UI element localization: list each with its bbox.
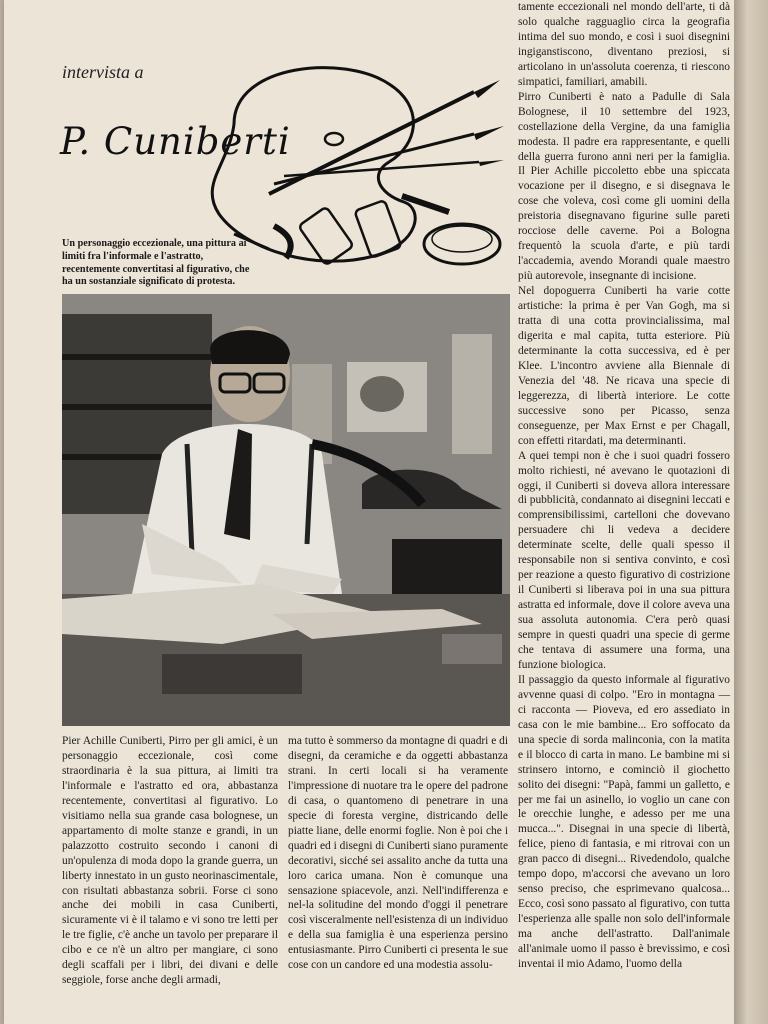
magazine-page — [4, 0, 734, 1024]
article-title: P. Cuniberti — [60, 120, 291, 163]
body-column-2: ma tutto è sommerso da montagne di quadri e di disegni, da ceramiche e da oggetti abbastanza strani. In certi locali si ha veramente l'impressione di nuotare tra le opere del padrone di casa, o quantomeno di penetrare in una specie di foresta vergine, districando delle piatte liane, delle enormi foglie. Non è poi che i quadri ed i disegni di Cuniberti siano puramente decorativi, sicché sei assalito anche da tutta una loro carica umana. Non è comunque una sensazione spiacevole, anzi. Nell'indifferenza e nel-la solitudine del mondo d'oggi il penetrare così visceralmente nell'esistenza di un individuo e della sua famiglia è una esperienza persino entusiasmante. Pirro Cuniberti ci presenta le sue cose con un candore ed una modestia assolu- — [288, 735, 508, 972]
article-caption: Un personaggio eccezionale, una pittura ai limiti fra l'informale e l'astratto, recentemente convertitasi al figurativo, che ha un sostanziale significato di protesta. — [62, 238, 250, 288]
article-kicker: intervista a — [62, 62, 144, 82]
portrait-photo — [62, 294, 510, 726]
next-page-edge — [734, 0, 768, 1024]
body-column-3: tamente eccezionali nel mondo dell'arte, ti dà solo qualche ragguaglio circa la geografia intima del suo mondo, e così i suoi disegnini ingiganstiscono, diventano preziosi, si articolano in un'assoluta coerenza, ti riescono simpatici, familiari, amabili. Pirro Cuniberti è nato a Padulle di Sala Bolognese, il 10 settembre del 1923, costellazione della Vergine, da una famiglia modesta. Il padre era rappresentante, e quelli della guerra furono anni neri per la famiglia. Il Pier Achille piccoletto ebbe una spiccata vocazione per il disegno, e si disegnava le cose che voleva, così come gli uomini della preistoria disegnavano figurine sulle pareti rocciose delle caverne. Poi a Bologna frequentò la scuola d'arte, e più tardi l'accademia, avendo Morandi quale maestro più autorevole, insegnante di incisione. Nel dopoguerra Cuniberti ha varie cotte artistiche: la prima è per Van Gogh, ma si tratta di una cotta provincialissima, mal digerita e mal capita, tutta esteriore. Più determinante la cotta successiva, ed è per Klee. L'incontro avviene alla Biennale di Venezia del '48. Ne ricava una specie di leggerezza, di libertà interiore. Le cotte successive sono per Picasso, senza conseguenze, per Max Ernst e per Chagall, con effetti ritardati, ma determinanti. A quei tempi non è che i suoi quadri fossero molto richiesti, né avevano le quotazioni di oggi, il Cuniberti si doveva allora interessare di pubblicità, condannato ai disegnini leccati e comprensibilissimi, cartelloni che dovevano persuadere chi li vedeva a decidere determinate scelte, delle quali spesso il responsabile non si sentiva convinto, e così per reazione a questo figurativo di costrizione il Cuniberti si liberava poi in una sua pittura astratta ed informale, dove il colore aveva una sua assoluta autonomia. C'era però quasi sempre in questi quadri una specie di germe che tentava di assumere una forma, una funzione biologica. Il passaggio da questo informale al figurativo avvenne quasi di colpo. "Ero in montagna — ci racconta — Pioveva, ed ero assediato in casa con le mie bambine... Ero soffocato da una specie di sorda malinconia, con la matita e il blocco di carta in mano. Le bambine mi si strinsero intorno, e cominciò il giochetto solito dei disegni: "Papà, fammi un galletto, e per me fai un asinello, io voglio un cane con le orecchie lunghe, e adesso per me una mucca...". Disegnai in una specie di libertà, felice, pieno di fantasia, e mi ritrovai con un gran pacco di disegni... Rivedendolo, qualche tempo dopo, m'accorsi che avevano un loro senso preciso, che esprimevano qualcosa... Ecco, così sono passato al figurativo, con tutta l'esperienza alle spalle non solo dell'informale ma anche dell'astratto. Dall'animale all'animale uomo il passo è brevissimo, e così inventai il mio Adamo, l'uomo della — [518, 1, 730, 970]
body-column-1: Pier Achille Cuniberti, Pirro per gli amici, è un personaggio eccezionale, così come straordinaria è la sua pittura, ai limiti tra l'informale e l'astratto ed ora, abbastanza recentemente, convertitasi al figurativo. Lo visitiamo nella sua grande casa bolognese, un appartamento di molte stanze e grandi, in un palazzotto costruito secondo i canoni di un'opulenza di moda dopo la grande guerra, un liberty innestato in un gusto neorinascimentale, con risultati abbastanza sobrii. Forse ci sono anche dei mobili in casa Cuniberti, sicuramente vi è il talamo e vi sono tre letti per le tre figlie, c'è anche un tavolo per preparare il cibo e ce n'è un altro per mangiare, ci sono degli scaffali per i libri, dei divani e delle seggiole, forse anche degli armadi, — [62, 735, 278, 987]
